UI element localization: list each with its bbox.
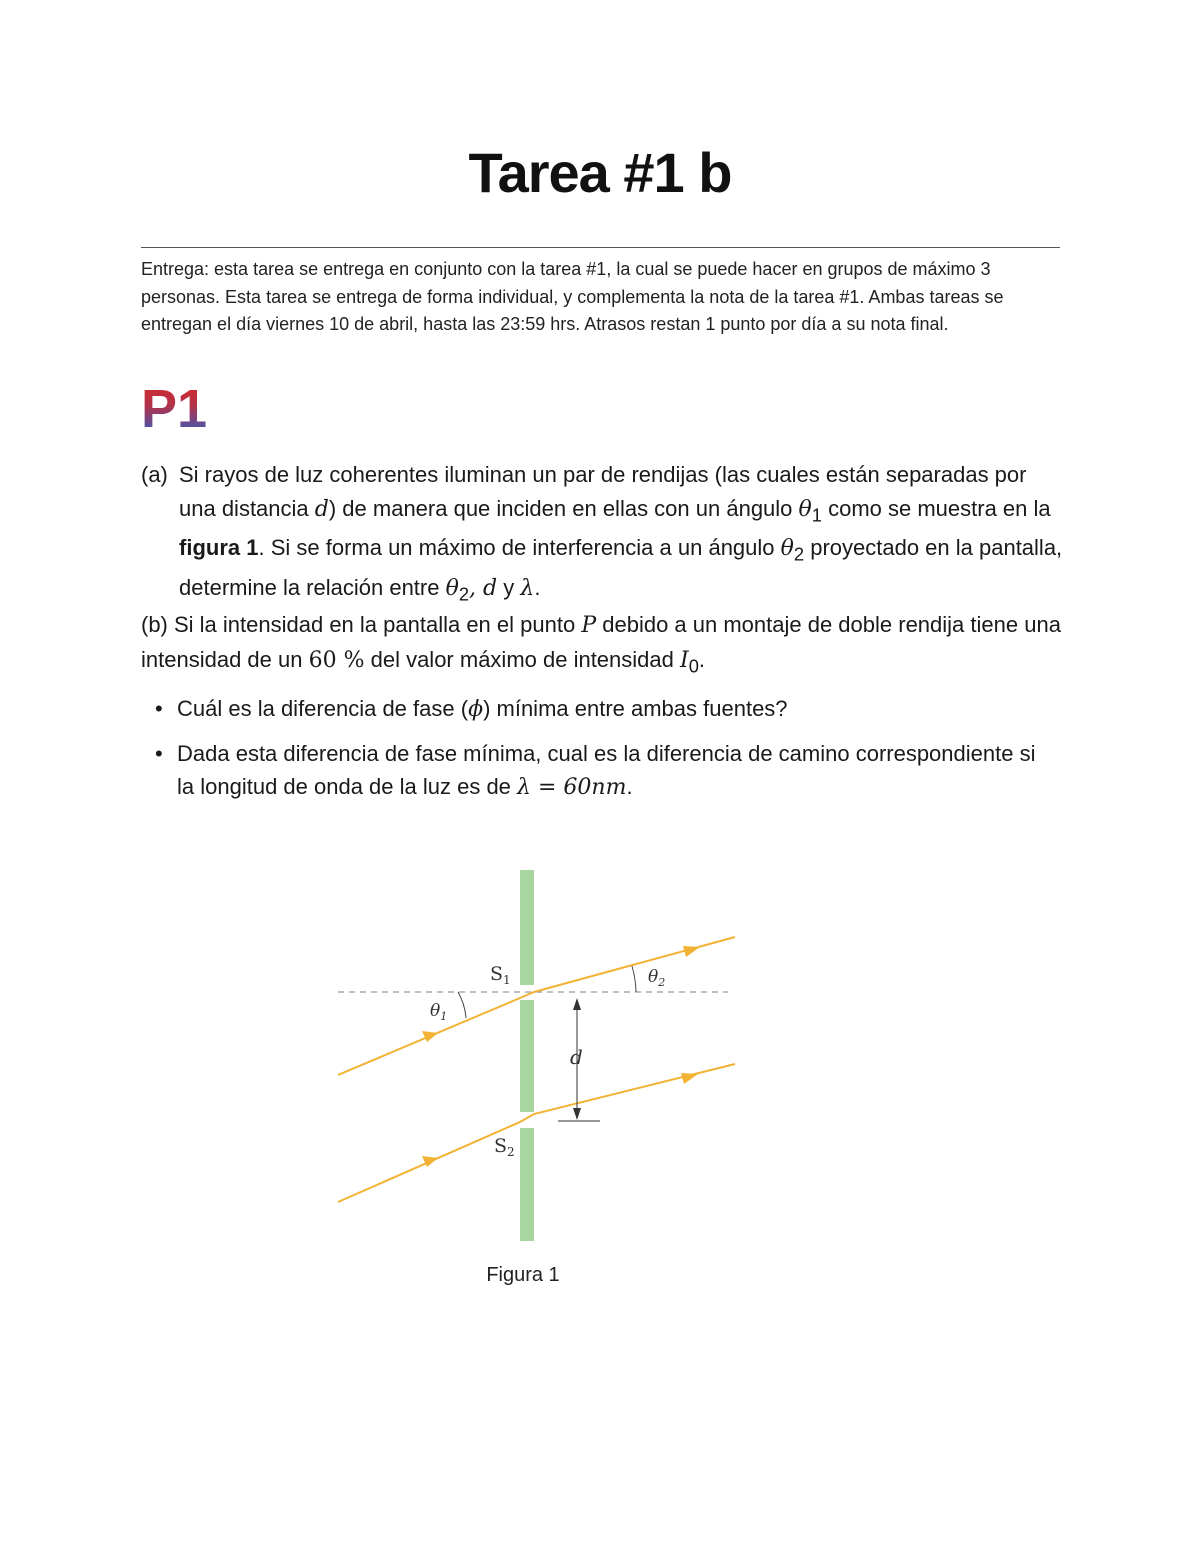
label-theta2: $\theta_2$ xyxy=(648,967,666,989)
figure-reference: figura 1 xyxy=(179,535,259,561)
math-d: d xyxy=(314,496,329,522)
math-I-sub: 0 xyxy=(688,654,699,676)
ray-lower xyxy=(338,1064,735,1202)
question-list xyxy=(155,692,1055,815)
part-a-text-2: ) de manera que inciden en ellas con un ángulo xyxy=(328,495,799,521)
label-s2: $S_2$ xyxy=(494,1135,515,1159)
title-divider xyxy=(141,247,1060,248)
angle-arc-theta1 xyxy=(458,992,466,1018)
math-theta1: θ xyxy=(798,496,812,522)
barrier-top xyxy=(520,870,534,985)
part-b-text-1: (b) Si la intensidad en la pantalla en el punto xyxy=(141,612,582,637)
barrier-middle xyxy=(520,1000,534,1112)
part-b xyxy=(141,608,1071,682)
part-a-text-5: proyectado en la pantalla, determine la relación entre xyxy=(179,535,1063,601)
math-lambda: λ xyxy=(520,576,535,602)
math-percent: 60 % xyxy=(308,647,365,673)
math-theta1-sub: 1 xyxy=(811,503,822,525)
list-item xyxy=(155,737,1055,805)
bullet-text-1: Cuál es la diferencia de fase ( xyxy=(177,696,469,721)
double-slit-diagram xyxy=(330,860,750,1260)
angle-arc-theta2 xyxy=(632,966,636,992)
label-s1: $S_1$ xyxy=(490,963,511,987)
part-a-text-3: como se muestra en la xyxy=(821,495,1051,521)
part-a-text xyxy=(179,458,1069,611)
bullet-dot: • xyxy=(155,696,163,721)
math-d-b: , d xyxy=(469,576,498,602)
part-a-label: (a) xyxy=(141,462,168,487)
arrow-lower-in xyxy=(422,1156,438,1167)
d-arrow-bottom xyxy=(573,1108,581,1120)
math-phi: ϕ xyxy=(468,697,484,722)
d-arrow-top xyxy=(573,998,581,1010)
arrow-upper-out xyxy=(683,946,700,957)
label-theta1: $\theta_1$ xyxy=(430,1001,448,1023)
math-theta2-sub: 2 xyxy=(793,543,805,565)
part-a-text-4: . Si se forma un máximo de interferencia a un ángulo xyxy=(258,535,781,561)
label-d: d xyxy=(570,1045,583,1069)
bullet-text-2: . xyxy=(626,774,633,799)
list-item xyxy=(155,692,1055,727)
math-theta2-b: θ xyxy=(445,576,459,602)
submission-note: Entrega: esta tarea se entrega en conjunto con la tarea #1, la cual se puede hacer en grupos de máximo 3 personas. Esta tarea se entrega de forma individual, y complementa la nota de la tarea #1. Ambas tareas se entregan el día viernes 10 de abril, hasta las 23:59 hrs. Atrasos restan 1 punto por día a su nota final. xyxy=(141,259,1004,335)
math-I: I xyxy=(679,647,689,673)
part-a-text-1: Si rayos de luz coherentes iluminan un par de rendijas (las cuales están separadas por una distancia xyxy=(179,462,1027,521)
figure-caption: Figura 1 xyxy=(486,1264,560,1286)
part-b-text-2: debido a un montaje de doble rendija tiene una intensidad de un xyxy=(141,612,1061,672)
part-a-text-7: . xyxy=(534,575,541,601)
part-b-text-3: del valor máximo de intensidad xyxy=(364,646,680,672)
math-theta2-b-sub: 2 xyxy=(458,583,470,605)
part-b-text-4: . xyxy=(698,646,706,672)
arrow-lower-out xyxy=(681,1073,698,1084)
ray-upper xyxy=(338,937,735,1075)
bullet-text-1: Dada esta diferencia de fase mínima, cual es la diferencia de camino correspondiente si la longitud de onda de la luz es de xyxy=(177,740,1036,799)
part-a-text-6: y xyxy=(497,575,521,601)
problem-label: P1 xyxy=(141,379,208,439)
bullet-dot: • xyxy=(155,740,163,766)
barrier-bottom xyxy=(520,1128,534,1241)
page-title: Tarea #1 b xyxy=(468,141,732,204)
math-P: P xyxy=(581,613,597,638)
bullet-text-2: ) mínima entre ambas fuentes? xyxy=(483,696,788,721)
math-theta2: θ xyxy=(780,536,794,562)
math-lambda-value: λ = 60nm xyxy=(517,775,627,800)
